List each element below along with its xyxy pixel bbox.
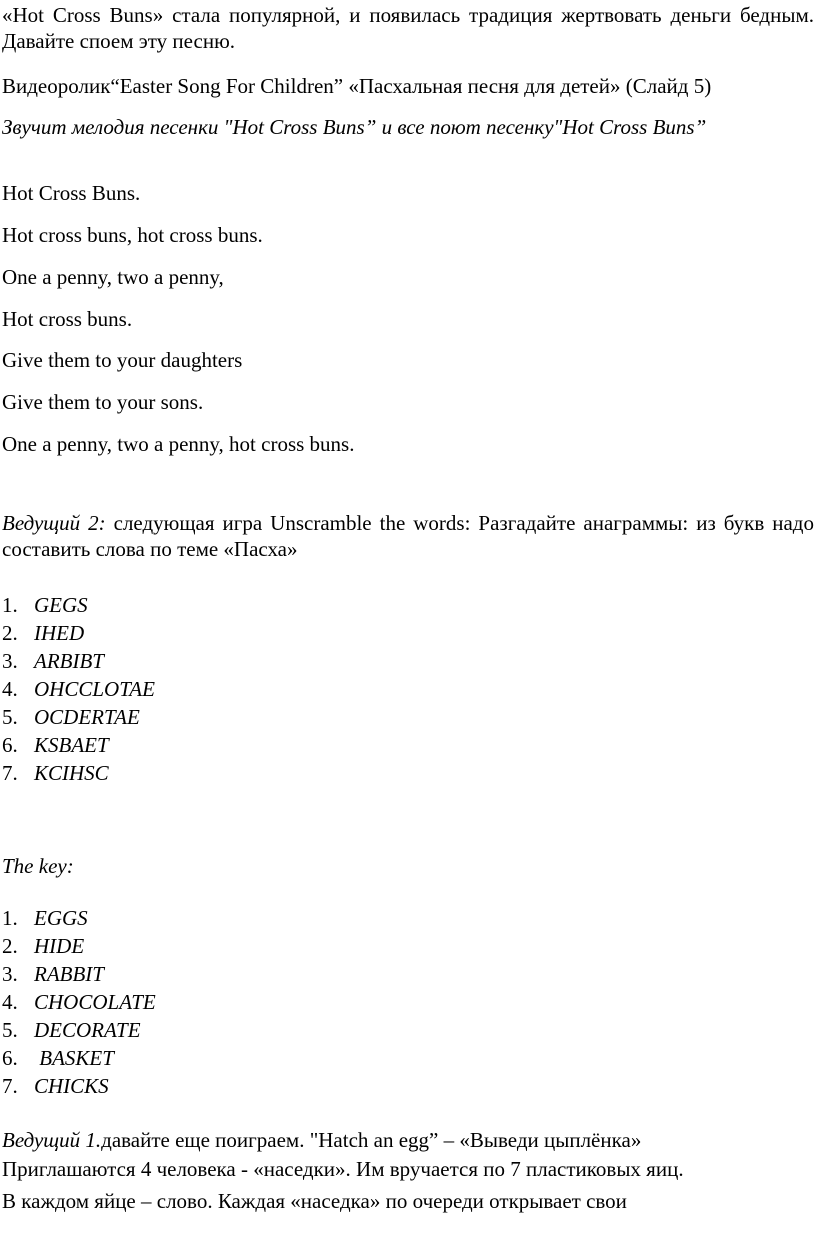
- song-line: One a penny, two a penny, hot cross buns.: [2, 432, 355, 456]
- list-item: [0, 988, 156, 1016]
- list-number: 4.: [2, 990, 18, 1014]
- list-number: 7.: [2, 761, 18, 785]
- song-line: Hot Cross Buns.: [2, 181, 141, 205]
- anagram-word: KSBAET: [34, 733, 109, 757]
- list-number: 1.: [2, 906, 18, 930]
- host2-speaker: Ведущий 2:: [2, 511, 106, 535]
- list-item: [0, 1016, 156, 1044]
- key-list: [0, 904, 156, 1100]
- song-line: Hot cross buns, hot cross buns.: [2, 223, 263, 247]
- host1-line2: Приглашаются 4 человека - «наседки». Им вручается по 7 пластиковых яиц.: [2, 1157, 684, 1181]
- anagram-word: OHCCLOTAE: [34, 677, 155, 701]
- host2-paragraph: [0, 510, 816, 563]
- list-number: 3.: [2, 962, 18, 986]
- list-number: 7.: [2, 1074, 18, 1098]
- anagram-word: KCIHSC: [34, 761, 109, 785]
- song-line: Give them to your sons.: [2, 390, 204, 414]
- melody-paragraph: [0, 114, 816, 140]
- list-item: [0, 591, 155, 619]
- list-item: [0, 1072, 156, 1100]
- list-item: [0, 960, 156, 988]
- list-item: [0, 904, 156, 932]
- video-paragraph: Видеоролик“Easter Song For Children” «Пасхальная песня для детей» (Слайд 5): [2, 74, 712, 98]
- intro-paragraph: «Hot Cross Buns» стала популярной, и появилась традиция жертвовать деньги бедным. Давайте споем эту песню.: [2, 3, 814, 54]
- host1-paragraph: [0, 1127, 816, 1153]
- list-number: 3.: [2, 649, 18, 673]
- anagram-word: OCDERTAE: [34, 705, 140, 729]
- melody-text: Звучит мелодия песенки "Hot Cross Buns” и все поют песенку"Hot Cross Buns”: [2, 115, 707, 139]
- list-item: [0, 1044, 156, 1072]
- anagram-word: GEGS: [34, 593, 88, 617]
- answer-word: BASKET: [34, 1046, 114, 1070]
- list-item: [0, 619, 155, 647]
- answer-word: EGGS: [34, 906, 88, 930]
- list-item: [0, 932, 156, 960]
- list-number: 6.: [2, 1046, 18, 1070]
- list-item: [0, 759, 155, 787]
- song-line: One a penny, two a penny,: [2, 265, 224, 289]
- list-number: 5.: [2, 1018, 18, 1042]
- anagram-list: [0, 591, 155, 787]
- list-number: 2.: [2, 934, 18, 958]
- song-line: Give them to your daughters: [2, 348, 243, 372]
- list-item: [0, 703, 155, 731]
- answer-word: CHICKS: [34, 1074, 109, 1098]
- list-item: [0, 675, 155, 703]
- list-number: 5.: [2, 705, 18, 729]
- list-number: 2.: [2, 621, 18, 645]
- host1-line3: В каждом яйце – слово. Каждая «наседка» по очереди открывает свои: [2, 1189, 627, 1213]
- anagram-word: ARBIBT: [34, 649, 104, 673]
- answer-word: HIDE: [34, 934, 85, 958]
- key-title: The key:: [2, 854, 74, 878]
- list-number: 6.: [2, 733, 18, 757]
- list-item: [0, 647, 155, 675]
- answer-word: CHOCOLATE: [34, 990, 156, 1014]
- answer-word: RABBIT: [34, 962, 104, 986]
- song-line: Hot cross buns.: [2, 307, 133, 331]
- anagram-word: IHED: [34, 621, 85, 645]
- host2-text: следующая игра Unscramble the words: Разгадайте анаграммы: из букв надо составить слова по теме «Пасха»: [2, 511, 814, 562]
- answer-word: DECORATE: [34, 1018, 141, 1042]
- host1-text: давайте еще поиграем. "Hatch an egg” – «Выведи цыплёнка»: [101, 1128, 642, 1152]
- list-item: [0, 731, 155, 759]
- host1-speaker: Ведущий 1.: [2, 1128, 102, 1152]
- list-number: 1.: [2, 593, 18, 617]
- list-number: 4.: [2, 677, 18, 701]
